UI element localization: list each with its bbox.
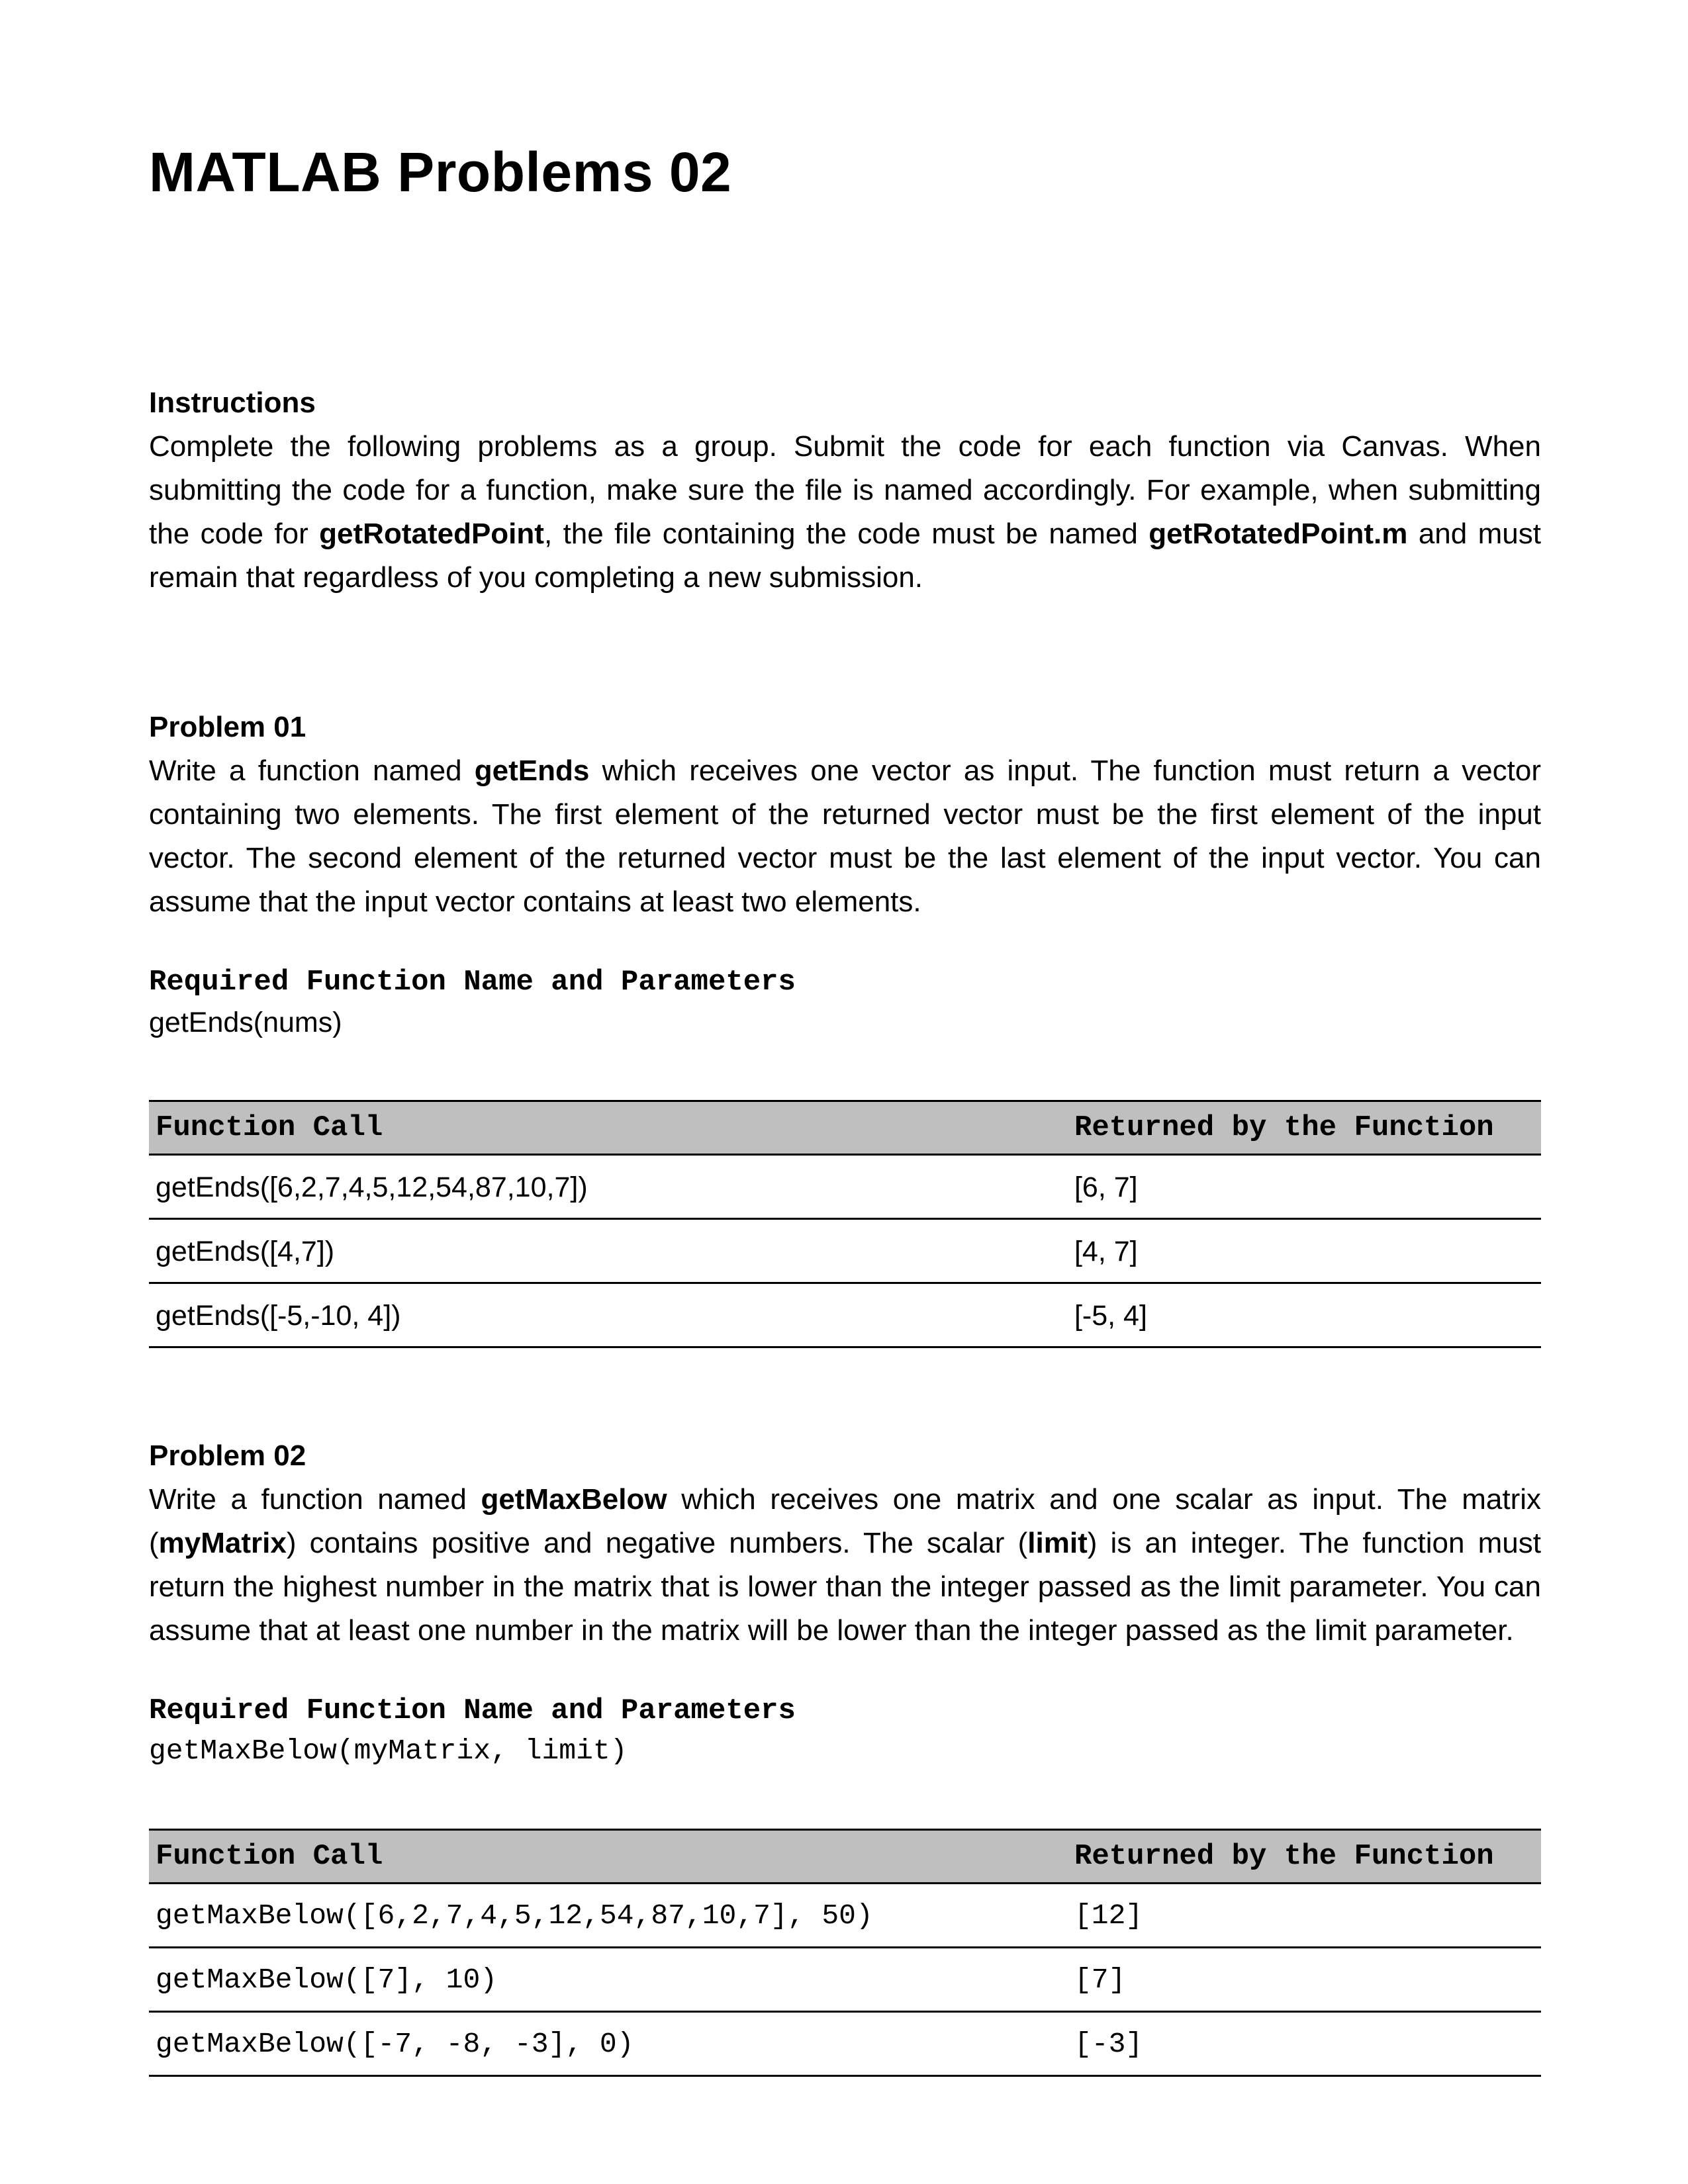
table-header-row [149, 1101, 1541, 1154]
table-row [149, 1218, 1541, 1283]
problem-02-section [149, 1434, 1541, 2077]
problem-01-heading: Problem 01 [149, 710, 306, 743]
column-header-function-call: Function Call [149, 1101, 1068, 1154]
returned-value-cell: [6, 7] [1068, 1154, 1541, 1218]
problem-02-required-label: Required Function Name and Parameters [149, 1694, 796, 1727]
problem-02-function-signature: getMaxBelow(myMatrix, limit) [149, 1734, 628, 1767]
returned-value-cell: [-3] [1068, 2011, 1541, 2075]
problem-02-heading: Problem 02 [149, 1439, 306, 1472]
page-title: MATLAB Problems 02 [149, 141, 732, 203]
problem-01-paragraph: Write a function named getEnds which receives one vector as input. The function must return a vector containing two elements. The first element of the returned vector must be the first element of the input vector. The second element of the returned vector must be the last element of the input vector. You can assume that the input vector contains at least two elements. [149, 754, 1542, 918]
returned-value-cell: [-5, 4] [1068, 1283, 1541, 1347]
column-header-returned: Returned by the Function [1068, 1101, 1541, 1154]
problem-02-required-block [149, 1691, 1541, 1770]
function-call-cell: getMaxBelow([7], 10) [149, 1947, 1068, 2011]
returned-value-cell: [7] [1068, 1947, 1541, 2011]
table-row [149, 1947, 1541, 2011]
function-call-cell: getMaxBelow([6,2,7,4,5,12,54,87,10,7], 50) [149, 1883, 1068, 1947]
problem-01-section [149, 705, 1541, 1348]
problem-01-required-block [149, 962, 1541, 1042]
function-call-cell: getEnds([6,2,7,4,5,12,54,87,10,7]) [149, 1154, 1068, 1218]
table-row [149, 1883, 1541, 1947]
column-header-returned: Returned by the Function [1068, 1829, 1541, 1883]
function-call-cell: getEnds([-5,-10, 4]) [149, 1283, 1068, 1347]
problem-01-function-signature: getEnds(nums) [149, 1006, 342, 1038]
table-header-row [149, 1829, 1541, 1883]
problem-01-examples-table [149, 1100, 1541, 1348]
problem-02-examples-table [149, 1829, 1541, 2077]
returned-value-cell: [12] [1068, 1883, 1541, 1947]
function-call-cell: getEnds([4,7]) [149, 1218, 1068, 1283]
column-header-function-call: Function Call [149, 1829, 1068, 1883]
problem-02-paragraph: Write a function named getMaxBelow which receives one matrix and one scalar as input. The matrix (myMatrix) contains positive and negative numbers. The scalar (limit) is an integer. The function must return the highest number in the matrix that is lower than the integer passed as the limit parameter. You can assume that at least one number in the matrix will be lower than the integer passed as the limit parameter. [149, 1482, 1541, 1647]
instructions-heading: Instructions [149, 386, 316, 419]
instructions-paragraph: Complete the following problems as a group. Submit the code for each function via Canvas. When submitting the code for a function, make sure the file is named accordingly. For example, when submitting the code for getRotatedPoint, the file containing the code must be named getRotatedPoint.m and must remain that regardless of you completing a new submission. [149, 430, 1541, 594]
returned-value-cell: [4, 7] [1068, 1218, 1541, 1283]
instructions-section [149, 381, 1541, 600]
table-row [149, 2011, 1541, 2075]
function-call-cell: getMaxBelow([-7, -8, -3], 0) [149, 2011, 1068, 2075]
table-row [149, 1283, 1541, 1347]
table-row [149, 1154, 1541, 1218]
problem-01-required-label: Required Function Name and Parameters [149, 965, 796, 999]
